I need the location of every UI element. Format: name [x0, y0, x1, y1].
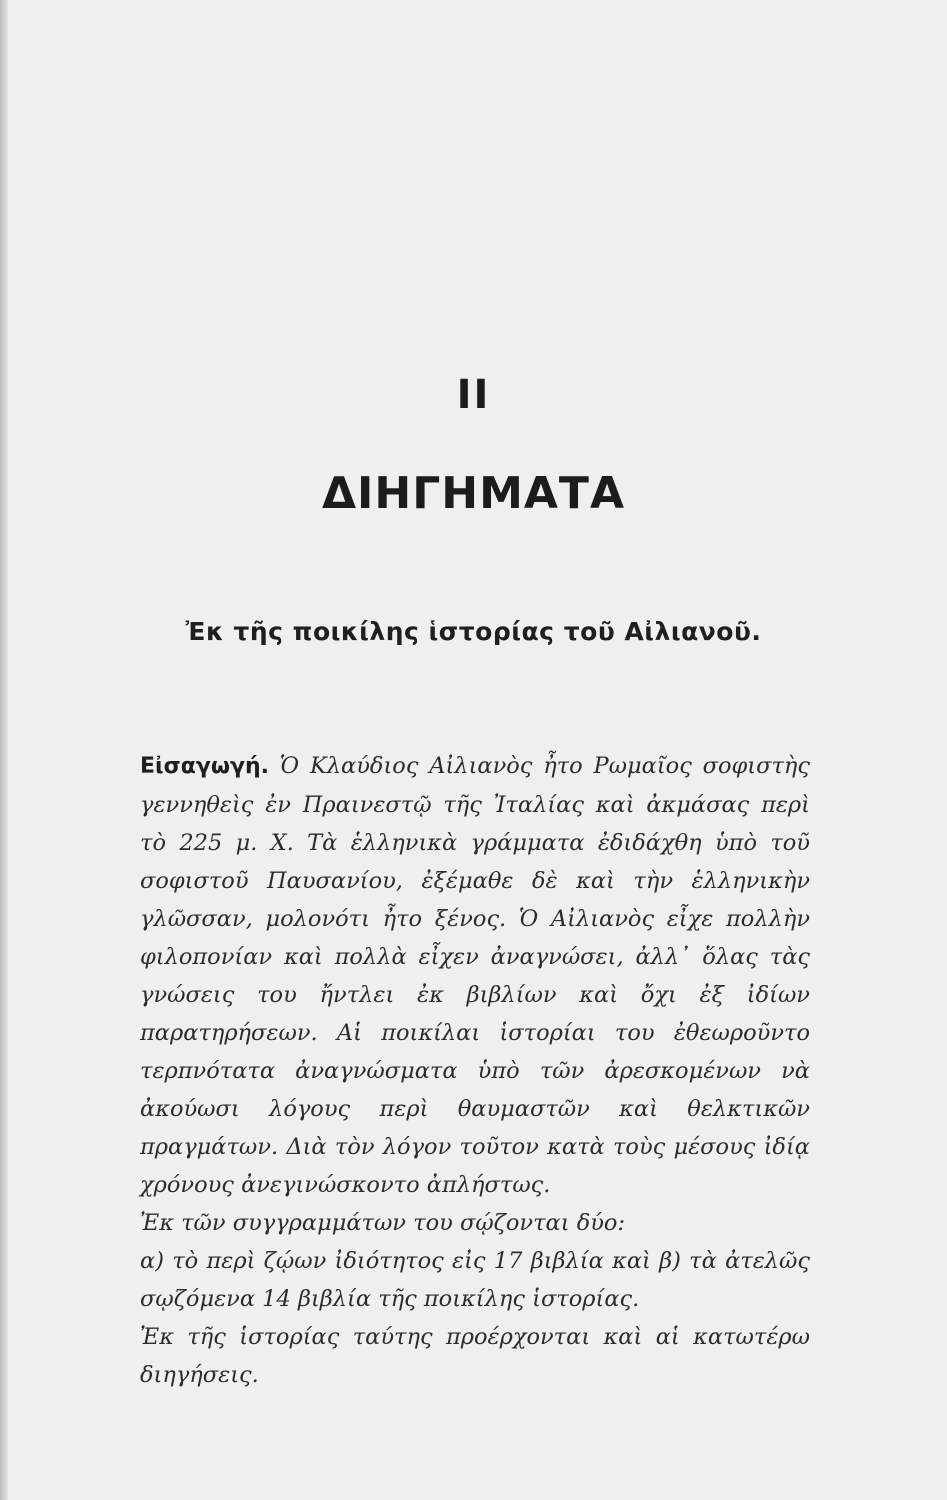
paragraph-1-text: Ὁ Κλαύδιος Αἰλιανὸς ἦτο Ρωμαῖος σοφιστὴς γεννηθεὶς ἐν Πραινεστῷ τῆς Ἰταλίας καὶ ἀκμάσας περὶ τὸ 225 μ. Χ. Τὰ ἑλληνικὰ γράμματα ἐδιδάχθη ὑπὸ τοῦ σοφιστοῦ Παυσανίου, ἐξέμαθε δὲ καὶ τὴν ἑλληνικὴν γλῶσσαν, μολονότι ἦτο ξένος. Ὁ Αἰλιανὸς εἶχε πολλὴν φιλοπονίαν καὶ πολλὰ εἶχεν ἀναγνώσει, ἀλλ᾽ ὅλας τὰς γνώσεις του ἤντλει ἐκ βιβλίων καὶ ὄχι ἐξ ἰδίων παρατηρήσεων. Αἱ ποικίλαι ἱστορίαι του ἐθεωροῦντο τερπνότατα ἀναγνώσματα ὑπὸ τῶν ἀρεσκομένων νὰ ἀκούωσι λόγους περὶ θαυμαστῶν καὶ θελκτικῶν πραγμάτων. Διὰ τὸν λόγον τοῦτον κατὰ τοὺς μέσους ἰδίᾳ χρόνους ἀνεγινώσκοντο ἀπλήστως.	[140, 753, 810, 1198]
paragraph-introduction	[140, 747, 810, 1204]
section-title: ΔΙΗΓΗΜΑΤΑ	[321, 468, 625, 519]
section-subtitle: Ἐκ τῆς ποικίλης ἱστορίας τοῦ Αἰλιανοῦ.	[185, 617, 762, 646]
body-text	[140, 747, 810, 1394]
page-gutter-edge	[0, 0, 8, 1500]
paragraph-2: Ἐκ τῶν συγγραμμάτων του σῴζονται δύο:	[140, 1210, 626, 1236]
paragraph-4: Ἐκ τῆς ἱστορίας ταύτης προέρχονται καὶ αἱ κατωτέρω διηγήσεις.	[140, 1324, 810, 1388]
paragraph-3: α) τὸ περὶ ζῴων ἰδιότητος εἰς 17 βιβλία καὶ β) τὰ ἀτελῶς σῳζόμενα 14 βιβλία τῆς ποικίλης ἱστορίας.	[140, 1248, 810, 1312]
lead-word: Εἰσαγωγή.	[140, 754, 269, 779]
part-numeral: II	[456, 372, 491, 418]
